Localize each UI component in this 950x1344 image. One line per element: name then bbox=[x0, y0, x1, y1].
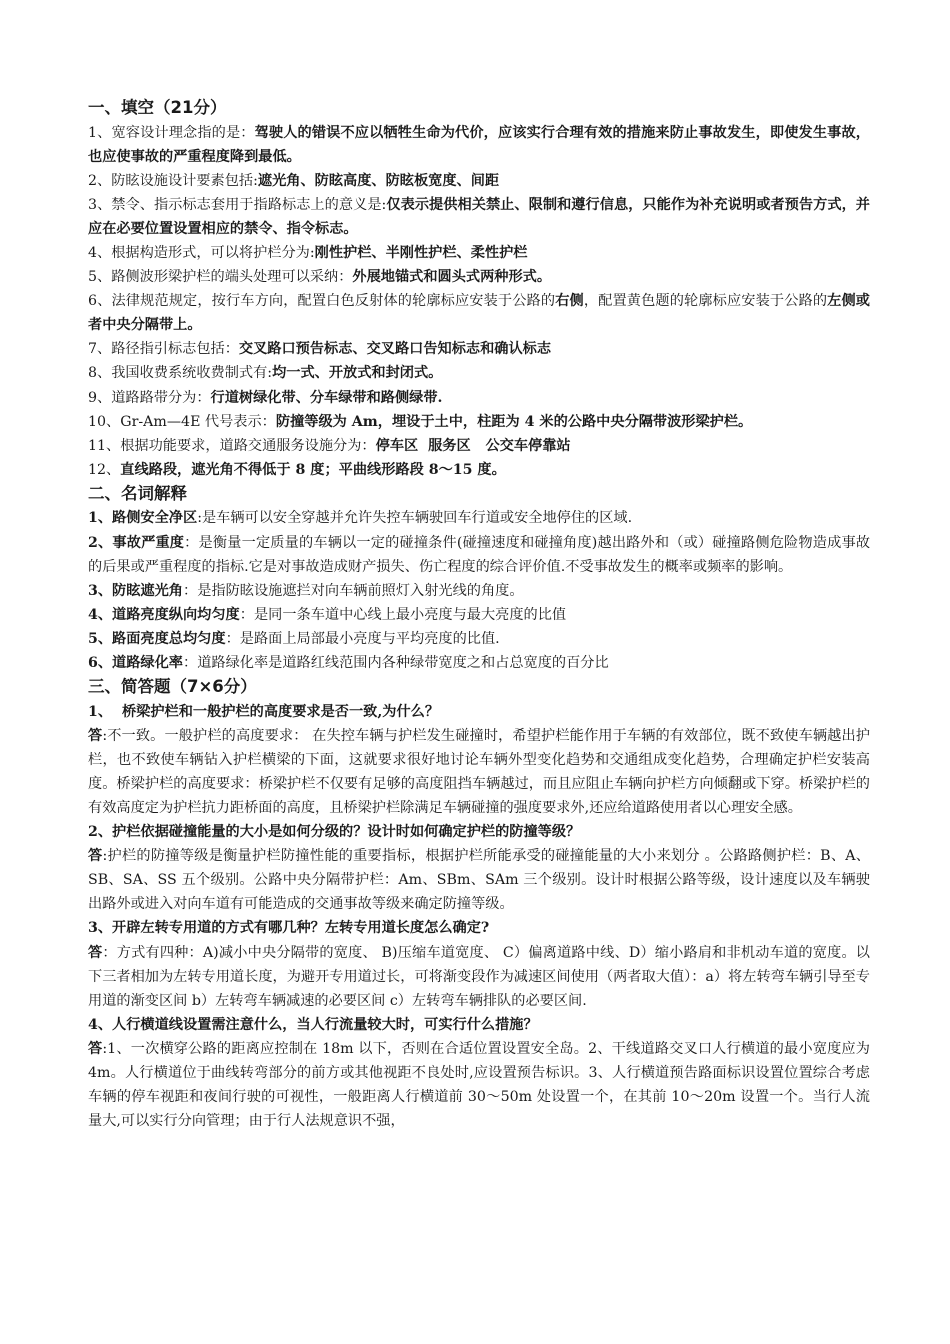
definition-item-3 bbox=[88, 579, 870, 603]
fill-item-4 bbox=[88, 241, 870, 265]
section-heading-short-answer: 三、简答题（7×6分） bbox=[88, 677, 257, 697]
answer-label: 答 bbox=[88, 944, 103, 961]
item-answer: 左侧或者中央分隔带上。 bbox=[88, 293, 870, 334]
item-question: 8、我国收费系统收费制式有: bbox=[88, 365, 273, 382]
item-answer: 直线路段，遮光角不得低于 8 度；平曲线形路段 8～15 度。 bbox=[120, 461, 506, 478]
item-question: 10、Gr-Am—4E 代号表示： bbox=[88, 413, 276, 430]
item-answer: 行道树绿化带、分车绿带和路侧绿带. bbox=[210, 389, 443, 406]
answer-text: :护栏的防撞等级是衡量护栏防撞性能的重要指标，根据护栏所能承受的碰撞能量的大小来划分 。公路路侧护栏：B、A、SB、SA、SS 五个级别。公路中央分隔带护栏：Am、SBm、SAm 三个级别。设计时根据公路等级，设计速度以及车辆驶出路外或进入对向车道有可能造成的交通事故等级来确定防撞等级。 bbox=[88, 848, 870, 913]
short-answer-3 bbox=[88, 941, 870, 1013]
item-answer: 停车区 服务区 公交车停靠站 bbox=[375, 437, 571, 454]
fill-item-9 bbox=[88, 386, 870, 410]
item-question: 2、防眩设施设计要素包括: bbox=[88, 172, 258, 189]
fill-item-1 bbox=[88, 121, 870, 169]
item-question: 5、路侧波形梁护栏的端头处理可以采纳： bbox=[88, 269, 353, 286]
definition-term: 6、道路绿化率 bbox=[88, 654, 183, 671]
item-question: 12、 bbox=[88, 461, 121, 478]
item-question: 9、道路路带分为： bbox=[88, 389, 211, 406]
item-answer: 外展地锚式和圆头式两种形式。 bbox=[352, 269, 552, 286]
definition-term: 4、道路亮度纵向均匀度 bbox=[88, 606, 240, 623]
definition-text: ：是指防眩设施遮拦对向车辆前照灯入射光线的角度。 bbox=[183, 582, 524, 599]
item-answer: 均一式、开放式和封闭式。 bbox=[272, 365, 443, 382]
fill-item-3 bbox=[88, 193, 870, 241]
item-answer: 右侧 bbox=[555, 293, 584, 310]
item-question: 1、宽容设计理念指的是： bbox=[88, 124, 255, 141]
item-answer: 驾驶人的错误不应以牺牲生命为代价，应该实行合理有效的措施来防止事故发生，即使发生事故，也应使事故的严重程度降到最低。 bbox=[88, 124, 870, 165]
definition-item-2 bbox=[88, 531, 870, 579]
item-question: ，配置黄色题的轮廓标应安装于公路的 bbox=[583, 293, 828, 310]
short-answer-2 bbox=[88, 844, 870, 916]
definition-item-6 bbox=[88, 651, 870, 675]
answer-text: ：方式有四种：A)减小中央分隔带的宽度、 B)压缩车道宽度、 C）偏离道路中线、D）缩小路肩和非机动车道的宽度。以下三者相加为左转专用道长度，为避开专用道过长，可将渐变段作为减速区间使用（两者取大值）：a）将左转弯车辆引导至专用道的渐变区间 b）左转弯车辆减速的必要区间 c）左转弯车辆排队的必要区间. bbox=[88, 944, 870, 1009]
short-answer-4 bbox=[88, 1037, 870, 1133]
answer-text: :不一致。一般护栏的高度要求： 在失控车辆与护栏发生碰撞时，希望护栏能作用于车辆的有效部位，既不致使车辆越出护栏，也不致使车辆钻入护栏横梁的下面，这就要求很好地讨论车辆外型变化趋势和交通组成变化趋势，合理确定护栏安装高度。桥梁护栏的高度要求：桥梁护栏不仅要有足够的高度阻挡车辆越过，而且应阻止车辆向护栏方向倾翻或下穿。桥梁护栏的有效高度定为护栏抗力距桥面的高度，且桥梁护栏除满足车辆碰撞的强度要求外,还应给道路使用者以心理安全感。 bbox=[88, 727, 870, 816]
definition-text: ：是衡量一定质量的车辆以一定的碰撞条件(碰撞速度和碰撞角度)越出路外和（或）碰撞路侧危险物造成事故的后果或严重程度的指标.它是对事故造成财产损失、伤亡程度的综合评价值.不受事故发生的概率或频率的影响。 bbox=[88, 534, 871, 575]
definition-text: ：道路绿化率是道路红线范围内各种绿带宽度之和占总宽度的百分比 bbox=[183, 654, 609, 671]
short-question-3: 3、开辟左转专用道的方式有哪几种？左转专用道长度怎么确定? bbox=[88, 920, 490, 937]
definition-item-5 bbox=[88, 627, 870, 651]
definition-term: 3、防眩遮光角 bbox=[88, 582, 183, 599]
item-answer: 交叉路口预告标志、交叉路口告知标志和确认标志 bbox=[238, 341, 552, 358]
definition-text: :是车辆可以安全穿越并允许失控车辆驶回车行道或安全地停住的区域. bbox=[197, 510, 633, 527]
item-question: 4、根据构造形式，可以将护栏分为: bbox=[88, 244, 315, 261]
answer-label: 答 bbox=[88, 727, 103, 744]
item-question: 6、法律规范规定，按行车方向，配置白色反射体的轮廓标应安装于公路的 bbox=[88, 293, 556, 310]
fill-item-7 bbox=[88, 337, 870, 361]
short-question-4: 4、人行横道线设置需注意什么，当人行流量较大时，可实行什么措施？ bbox=[88, 1016, 538, 1033]
item-question: 7、路径指引标志包括： bbox=[88, 341, 239, 358]
fill-item-12 bbox=[88, 458, 870, 482]
section-heading-definitions: 二、名词解释 bbox=[88, 483, 187, 503]
fill-item-10 bbox=[88, 410, 870, 434]
item-question: 11、根据功能要求，道路交通服务设施分为： bbox=[88, 437, 376, 454]
item-answer: 防撞等级为 Am，埋设于土中，柱距为 4 米的公路中央分隔带波形梁护栏。 bbox=[275, 413, 753, 430]
fill-item-11 bbox=[88, 434, 870, 458]
fill-item-8 bbox=[88, 361, 870, 385]
answer-label: 答 bbox=[88, 1040, 103, 1057]
short-answer-1 bbox=[88, 724, 870, 820]
answer-text: :1、一次横穿公路的距离应控制在 18m 以下，否则在合适位置设置安全岛。2、干线道路交叉口人行横道的最小宽度应为 4m。人行横道位于曲线转弯部分的前方或其他视距不良处时,应设置预告标识。3、人行横道预告路面标识设置位置综合考虑车辆的停车视距和夜间行驶的可视性，一般距离人行横道前 30～50m 处设置一个，在其前 10～20m 设置一个。当行人流量大,可以实行分向管理；由于行人法规意识不强， bbox=[88, 1040, 870, 1130]
short-question-1: 1、 桥梁护栏和一般护栏的高度要求是否一致,为什么？ bbox=[88, 703, 440, 720]
short-question-2: 2、护栏依据碰撞能量的大小是如何分级的？设计时如何确定护栏的防撞等级？ bbox=[88, 824, 581, 841]
fill-item-5 bbox=[88, 265, 870, 289]
item-answer: 仅表示提供相关禁止、限制和遵行信息，只能作为补充说明或者预告方式，并应在必要位置设置相应的禁令、指令标志。 bbox=[88, 196, 870, 237]
fill-item-6 bbox=[88, 289, 870, 337]
section-heading-fill-blank: 一、填空（21分） bbox=[88, 98, 227, 117]
definition-text: ：是路面上局部最小亮度与平均亮度的比值. bbox=[225, 630, 500, 647]
definition-term: 1、路侧安全净区 bbox=[88, 510, 198, 527]
definition-text: ：是同一条车道中心线上最小亮度与最大亮度的比值 bbox=[239, 606, 567, 623]
definition-item-1 bbox=[88, 506, 870, 530]
definition-term: 5、路面亮度总均匀度 bbox=[88, 630, 226, 647]
item-answer: 遮光角、防眩高度、防眩板宽度、间距 bbox=[257, 172, 500, 189]
definition-item-4 bbox=[88, 603, 870, 627]
definition-term: 2、事故严重度 bbox=[88, 534, 185, 551]
item-answer: 刚性护栏、半刚性护栏、柔性护栏 bbox=[314, 244, 528, 261]
item-question: 3、禁令、指示标志套用于指路标志上的意义是: bbox=[88, 196, 387, 213]
answer-label: 答 bbox=[88, 848, 103, 865]
fill-item-2 bbox=[88, 169, 870, 193]
